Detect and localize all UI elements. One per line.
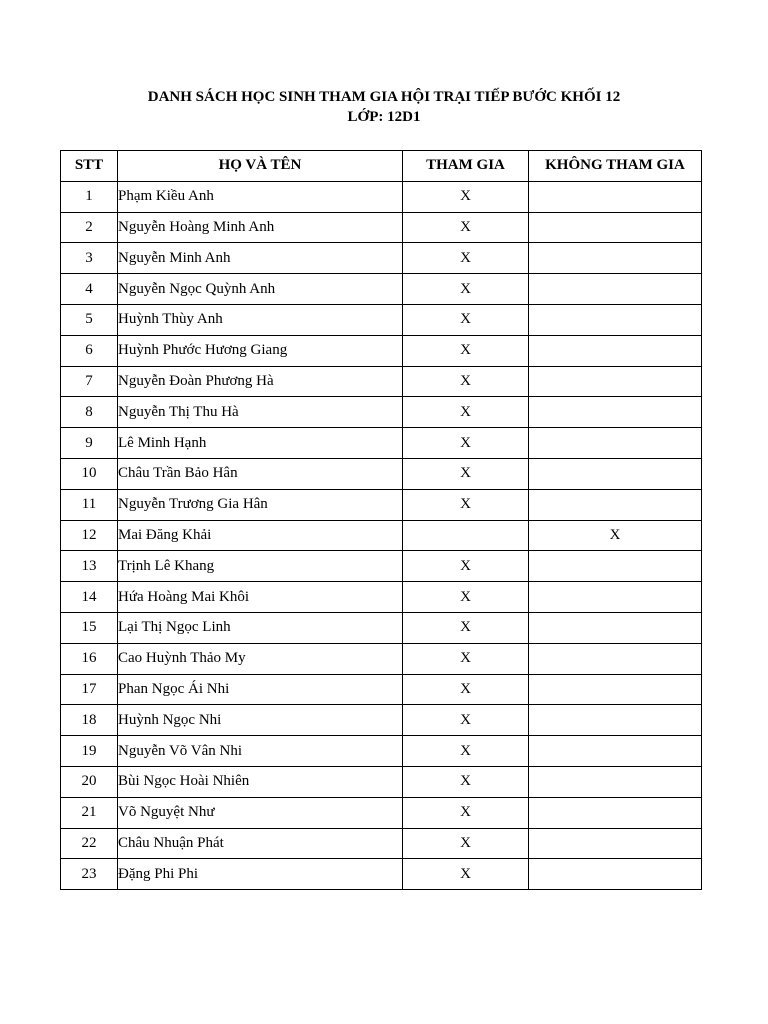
row-number: 6 [61,335,118,366]
student-name: Trịnh Lê Khang [118,551,403,582]
student-name: Phạm Kiều Anh [118,181,403,212]
student-name: Bùi Ngọc Hoài Nhiên [118,766,403,797]
student-name: Huỳnh Thùy Anh [118,304,403,335]
row-number: 9 [61,428,118,459]
participate-mark: X [403,582,529,613]
participate-mark: X [403,335,529,366]
row-number: 21 [61,797,118,828]
row-number: 13 [61,551,118,582]
table-row [61,397,702,428]
student-name: Lại Thị Ngọc Linh [118,612,403,643]
not-participate-mark [529,212,702,243]
table-row [61,859,702,890]
row-number: 16 [61,643,118,674]
student-name: Nguyễn Võ Vân Nhi [118,736,403,767]
not-participate-mark [529,705,702,736]
row-number: 12 [61,520,118,551]
header-not-participate: KHÔNG THAM GIA [529,151,702,182]
student-name: Phan Ngọc Ái Nhi [118,674,403,705]
table-row [61,274,702,305]
row-number: 23 [61,859,118,890]
not-participate-mark [529,643,702,674]
row-number: 1 [61,181,118,212]
participate-mark: X [403,397,529,428]
row-number: 8 [61,397,118,428]
participate-mark: X [403,797,529,828]
table-row [61,243,702,274]
row-number: 5 [61,304,118,335]
participate-mark: X [403,859,529,890]
not-participate-mark [529,828,702,859]
not-participate-mark [529,366,702,397]
participate-mark: X [403,212,529,243]
not-participate-mark [529,674,702,705]
table-row [61,551,702,582]
not-participate-mark [529,458,702,489]
not-participate-mark [529,274,702,305]
row-number: 18 [61,705,118,736]
table-row [61,736,702,767]
table-header-row [61,151,702,182]
student-name: Nguyễn Hoàng Minh Anh [118,212,403,243]
student-name: Nguyễn Minh Anh [118,243,403,274]
table-row [61,766,702,797]
table-row [61,582,702,613]
participate-mark: X [403,612,529,643]
student-name: Hứa Hoàng Mai Khôi [118,582,403,613]
participate-mark: X [403,304,529,335]
not-participate-mark [529,736,702,767]
header-stt: STT [61,151,118,182]
table-row [61,612,702,643]
table-row [61,366,702,397]
not-participate-mark [529,489,702,520]
student-name: Đặng Phi Phi [118,859,403,890]
student-name: Huỳnh Phước Hương Giang [118,335,403,366]
student-name: Châu Nhuận Phát [118,828,403,859]
not-participate-mark [529,612,702,643]
participate-mark: X [403,458,529,489]
row-number: 22 [61,828,118,859]
not-participate-mark [529,551,702,582]
not-participate-mark: X [529,520,702,551]
not-participate-mark [529,181,702,212]
table-row [61,335,702,366]
student-name: Huỳnh Ngọc Nhi [118,705,403,736]
participate-mark: X [403,736,529,767]
participate-mark: X [403,181,529,212]
participate-mark: X [403,766,529,797]
table-row [61,828,702,859]
student-name: Mai Đăng Khải [118,520,403,551]
not-participate-mark [529,859,702,890]
table-row [61,520,702,551]
table-row [61,181,702,212]
student-name: Nguyễn Ngọc Quỳnh Anh [118,274,403,305]
participate-mark: X [403,489,529,520]
student-name: Nguyễn Trương Gia Hân [118,489,403,520]
not-participate-mark [529,243,702,274]
participate-mark: X [403,643,529,674]
table-row [61,674,702,705]
header-participate: THAM GIA [403,151,529,182]
row-number: 2 [61,212,118,243]
not-participate-mark [529,304,702,335]
participate-mark: X [403,705,529,736]
participate-mark [403,520,529,551]
student-table [60,150,702,890]
participate-mark: X [403,551,529,582]
student-name: Châu Trần Bảo Hân [118,458,403,489]
not-participate-mark [529,582,702,613]
table-row [61,705,702,736]
class-label: LỚP: 12D1 [347,109,421,125]
row-number: 15 [61,612,118,643]
participate-mark: X [403,828,529,859]
table-body [61,181,702,889]
row-number: 19 [61,736,118,767]
not-participate-mark [529,766,702,797]
student-name: Nguyễn Thị Thu Hà [118,397,403,428]
participate-mark: X [403,366,529,397]
row-number: 17 [61,674,118,705]
not-participate-mark [529,397,702,428]
student-name: Lê Minh Hạnh [118,428,403,459]
row-number: 3 [61,243,118,274]
row-number: 20 [61,766,118,797]
student-name: Võ Nguyệt Như [118,797,403,828]
table-row [61,458,702,489]
table-row [61,304,702,335]
header-name: HỌ VÀ TÊN [118,151,403,182]
participate-mark: X [403,428,529,459]
row-number: 14 [61,582,118,613]
table-row [61,797,702,828]
participate-mark: X [403,243,529,274]
participate-mark: X [403,674,529,705]
document-title: DANH SÁCH HỌC SINH THAM GIA HỘI TRẠI TIẾP BƯỚC KHỐI 12 [147,89,621,105]
not-participate-mark [529,335,702,366]
table-row [61,489,702,520]
table-row [61,212,702,243]
not-participate-mark [529,428,702,459]
row-number: 10 [61,458,118,489]
student-name: Nguyễn Đoàn Phương Hà [118,366,403,397]
student-name: Cao Huỳnh Thảo My [118,643,403,674]
row-number: 7 [61,366,118,397]
participate-mark: X [403,274,529,305]
row-number: 11 [61,489,118,520]
table-row [61,643,702,674]
not-participate-mark [529,797,702,828]
row-number: 4 [61,274,118,305]
table-row [61,428,702,459]
